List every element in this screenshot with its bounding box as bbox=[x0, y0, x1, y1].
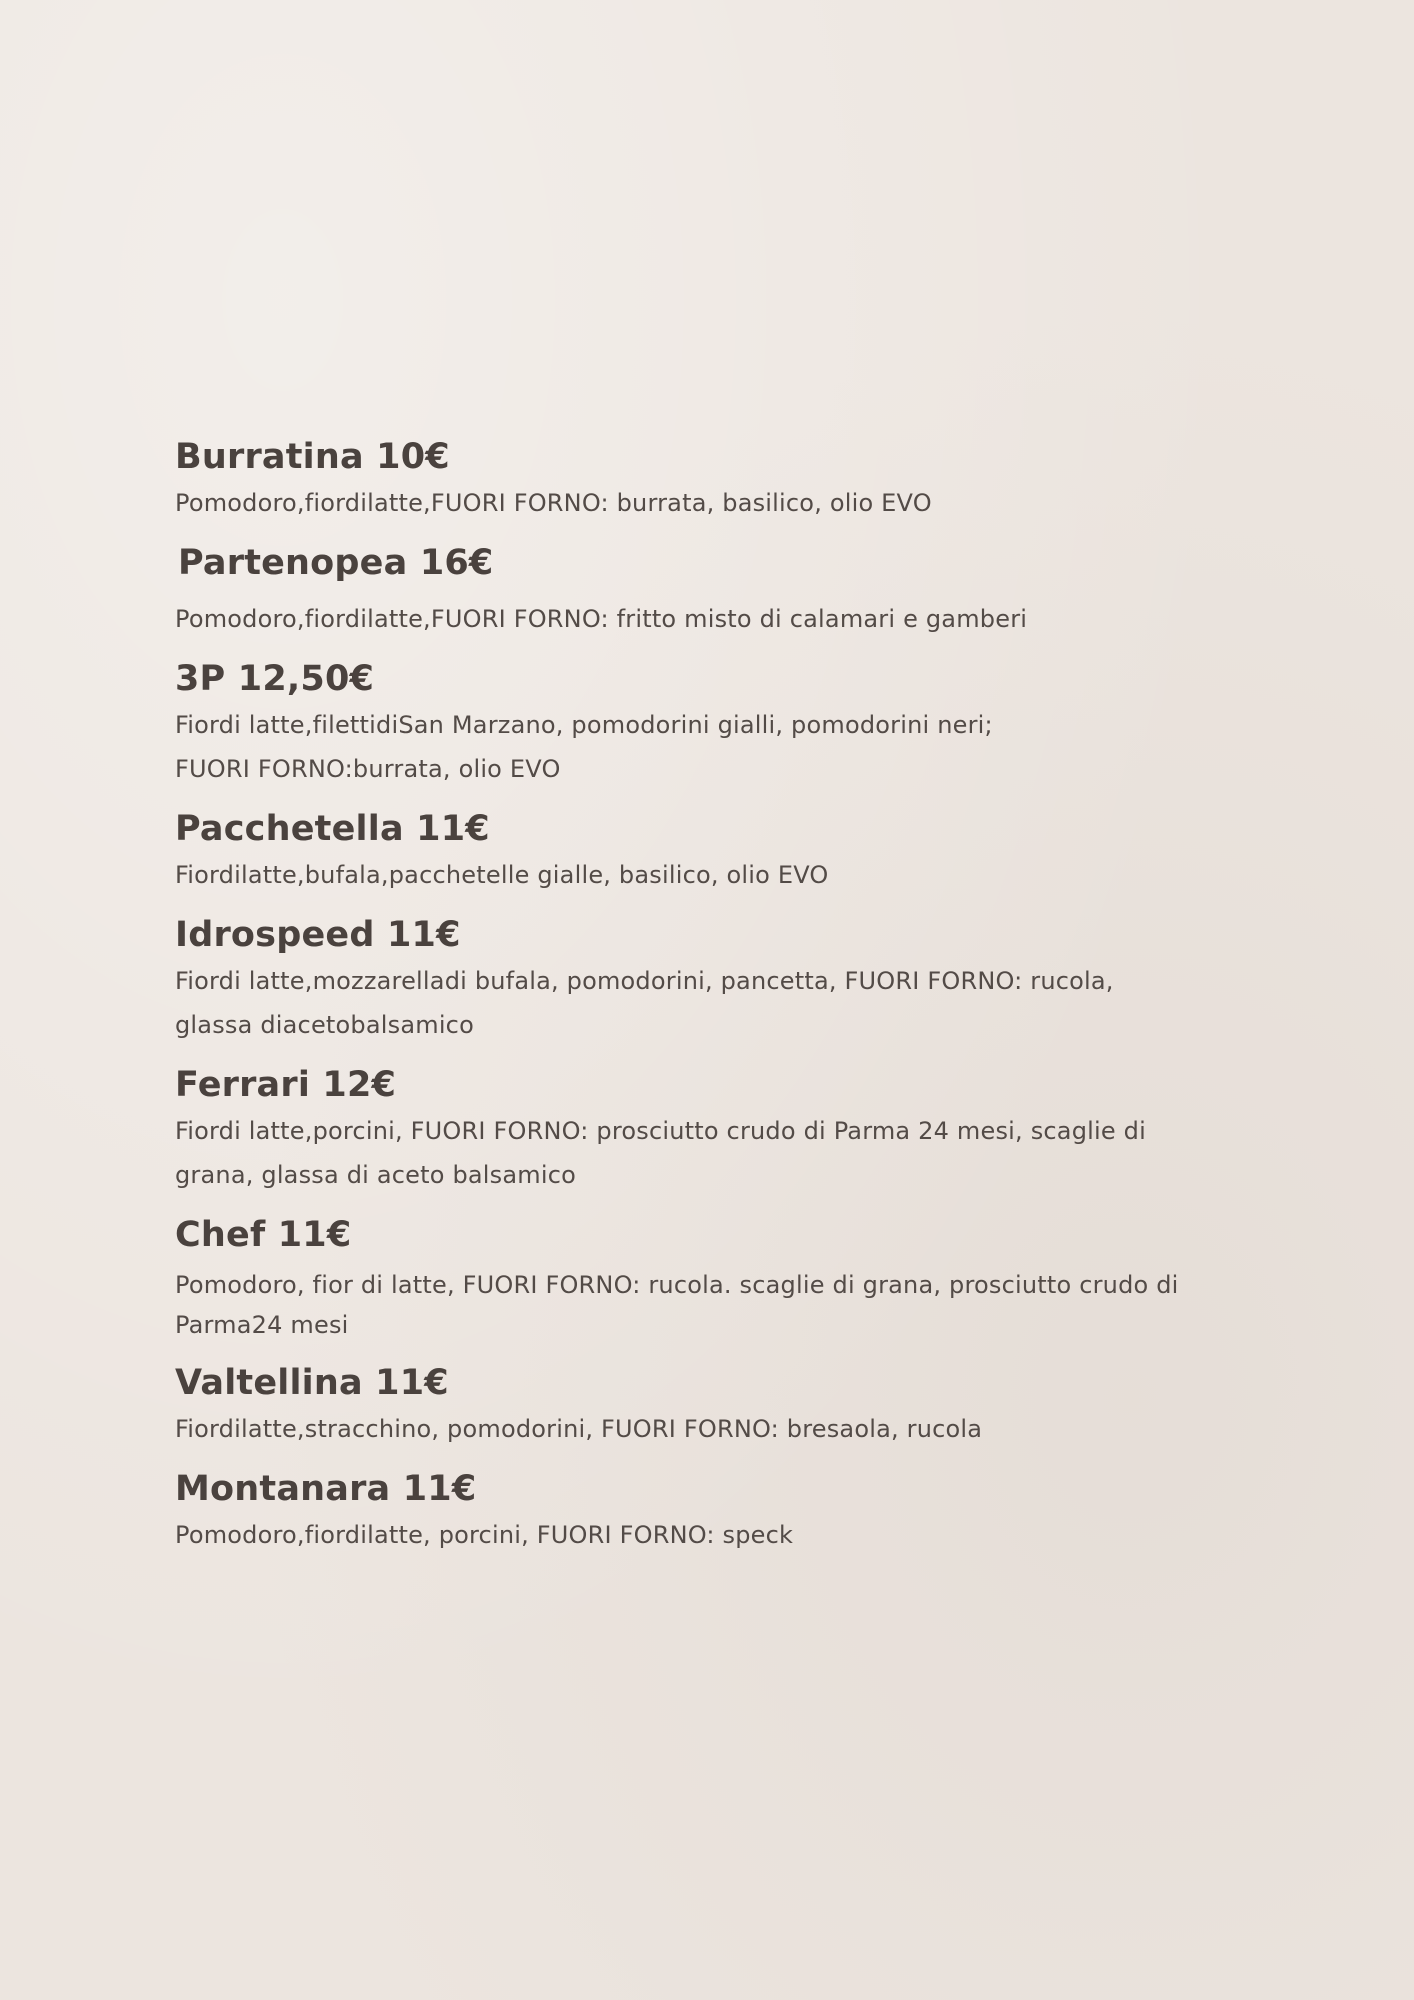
menu-item-burratina bbox=[175, 433, 1335, 525]
menu-item-description: Fiordi latte,mozzarelladi bufala, pomodorini, pancetta, FUORI FORNO: rucola, glassa diacetobalsamico bbox=[175, 967, 1114, 1039]
menu-item-ferrari bbox=[175, 1061, 1335, 1197]
menu-item-idrospeed bbox=[175, 911, 1335, 1047]
menu-item-description: Pomodoro,fiordilatte,FUORI FORNO: burrata, basilico, olio EVO bbox=[175, 489, 932, 517]
menu-item-3p bbox=[175, 655, 1335, 791]
menu-item-title: Montanara 11€ bbox=[175, 1469, 477, 1509]
menu-item-title: 3P 12,50€ bbox=[175, 659, 375, 699]
menu-item-title: Pacchetella 11€ bbox=[175, 809, 490, 849]
menu-item-description: Fiordilatte,stracchino, pomodorini, FUORI FORNO: bresaola, rucola bbox=[175, 1415, 983, 1443]
menu-item-description: Pomodoro, fior di latte, FUORI FORNO: rucola. scaglie di grana, prosciutto crudo di Parma24 mesi bbox=[175, 1271, 1179, 1339]
menu-item-title: Burratina 10€ bbox=[175, 437, 450, 477]
menu-item-description: Pomodoro,fiordilatte,FUORI FORNO: fritto misto di calamari e gamberi bbox=[175, 605, 1028, 633]
menu-item-description: Fiordi latte,porcini, FUORI FORNO: prosciutto crudo di Parma 24 mesi, scaglie di grana, glassa di aceto balsamico bbox=[175, 1117, 1146, 1189]
menu-item-valtellina bbox=[175, 1359, 1335, 1451]
menu-item-title: Chef 11€ bbox=[175, 1215, 352, 1255]
menu-item-title: Idrospeed 11€ bbox=[175, 915, 461, 955]
menu-item-pacchetella bbox=[175, 805, 1335, 897]
menu-item-partenopea bbox=[175, 539, 1335, 641]
pizza-menu-list bbox=[175, 433, 1335, 1571]
menu-item-description: Fiordilatte,bufala,pacchetelle gialle, basilico, olio EVO bbox=[175, 861, 829, 889]
menu-item-description: Fiordi latte,filettidiSan Marzano, pomodorini gialli, pomodorini neri; FUORI FORNO:burrata, olio EVO bbox=[175, 711, 993, 783]
menu-item-title: Valtellina 11€ bbox=[175, 1363, 449, 1403]
menu-item-chef bbox=[175, 1211, 1335, 1345]
menu-item-title: Ferrari 12€ bbox=[175, 1065, 397, 1105]
menu-item-montanara bbox=[175, 1465, 1335, 1557]
menu-item-title: Partenopea 16€ bbox=[178, 543, 494, 583]
menu-item-description: Pomodoro,fiordilatte, porcini, FUORI FORNO: speck bbox=[175, 1521, 794, 1549]
